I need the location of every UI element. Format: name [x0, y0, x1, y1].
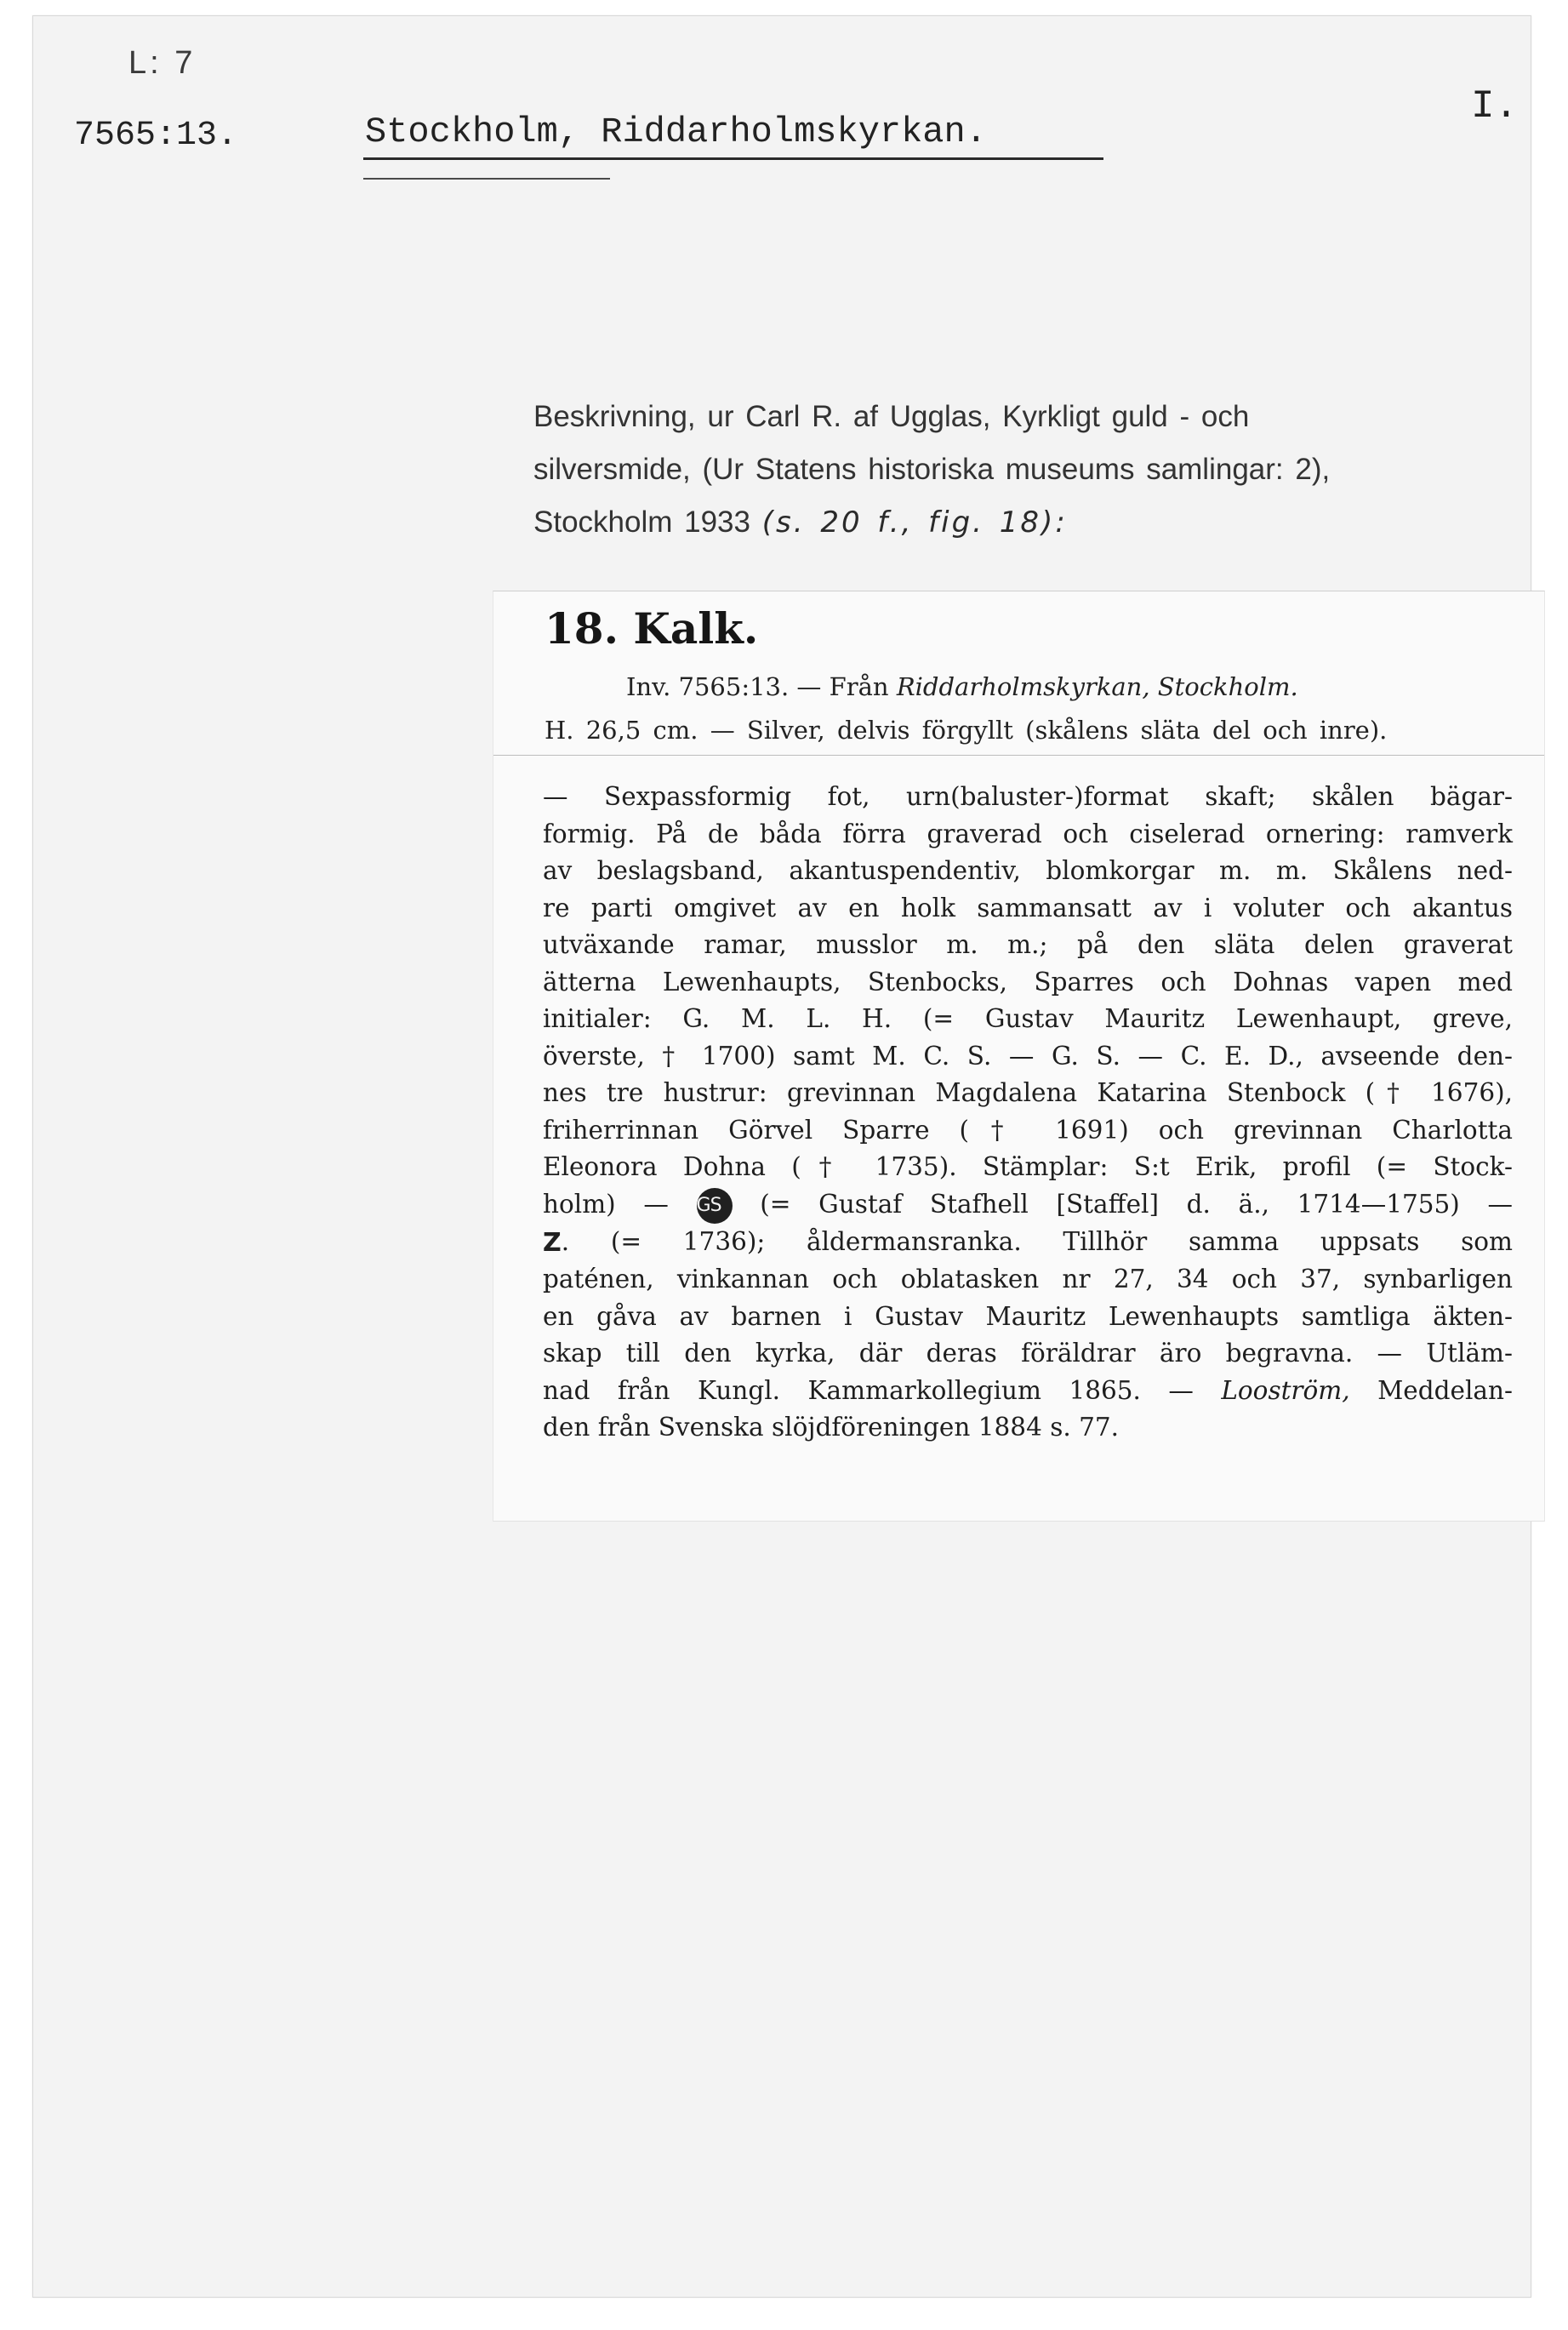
- gs-maker-mark-icon: GS: [697, 1188, 733, 1224]
- source-description: [533, 391, 1537, 549]
- body-line: av beslagsband, akantuspendentiv, blomkorgar m. m. Skålens ned-: [543, 856, 1513, 885]
- body-line: ätterna Lewenhaupts, Stenbocks, Sparres och Dohnas vapen med: [543, 967, 1513, 997]
- body-line: skap till den kyrka, där deras föräldrar äro begravna. — Utläm-: [543, 1339, 1513, 1368]
- body-line: paténen, vinkannan och oblatasken nr 27, 34 och 37, synbarligen: [543, 1265, 1513, 1294]
- entry-body: [543, 779, 1513, 1447]
- description-line: [533, 496, 1537, 549]
- body-line: Eleonora Dohna († 1735). Stämplar: S:t Erik, profil (= Stock-: [543, 1152, 1513, 1181]
- body-line-with-mark: [543, 1186, 1513, 1224]
- entry-heading: 18. Kalk.: [545, 603, 759, 654]
- body-line: re parti omgivet av en holk sammansatt av i voluter och akantus: [543, 893, 1513, 922]
- description-line: Beskrivning, ur Carl R. af Ugglas, Kyrkligt guld - och: [533, 400, 1250, 433]
- inventory-number: 7565:13.: [74, 117, 238, 155]
- body-line-with-mark: [543, 1224, 1513, 1262]
- card-title: Stockholm, Riddarholmskyrkan.: [365, 111, 987, 152]
- entry-inventory-place: Riddarholmskyrkan, Stockholm.: [896, 672, 1298, 701]
- body-line: överste, † 1700) samt M. C. S. — G. S. — C. E. D., avseende den-: [543, 1041, 1513, 1071]
- archive-card: [32, 15, 1531, 2298]
- entry-inventory: [626, 672, 1298, 701]
- clipping-divider: [493, 755, 1544, 756]
- body-line: initialer: G. M. L. H. (= Gustav Mauritz Lewenhaupt, greve,: [543, 1004, 1513, 1033]
- entry-inventory-prefix: Inv. 7565:13. — Från: [626, 672, 897, 701]
- handwritten-shelf-mark: L: 7: [128, 45, 197, 81]
- body-text-fragment: . (= 1736); åldermansranka. Tillhör samma uppsats som: [561, 1226, 1513, 1256]
- handwritten-page-reference: (s. 20 f., fig. 18):: [761, 505, 1068, 540]
- title-underline-short: [363, 178, 610, 180]
- body-text-fragment: (= Gustaf Stafhell [Staffel] d. ä., 1714—1755) —: [760, 1189, 1513, 1219]
- body-line: [543, 1373, 1513, 1410]
- description-line: silversmide, (Ur Statens historiska museums samlingar: 2),: [533, 453, 1331, 486]
- body-text-fragment: Meddelan-: [1349, 1375, 1513, 1405]
- body-text-fragment: holm) —: [543, 1189, 669, 1219]
- card-number: I.: [1471, 84, 1519, 128]
- body-line: friherrinnan Görvel Sparre († 1691) och grevinnan Charlotta: [543, 1115, 1513, 1145]
- entry-dimensions: H. 26,5 cm. — Silver, delvis förgyllt (skålens släta del och inre).: [545, 716, 1388, 745]
- description-year: Stockholm 1933: [533, 505, 750, 539]
- body-line: utväxande ramar, musslor m. m.; på den släta delen graverat: [543, 930, 1513, 959]
- body-line: den från Svenska slöjdföreningen 1884 s. 77.: [543, 1413, 1120, 1442]
- body-line: nes tre hustrur: grevinnan Magdalena Katarina Stenbock († 1676),: [543, 1078, 1513, 1107]
- body-author: Looström,: [1221, 1375, 1350, 1405]
- body-line: — Sexpassformig fot, urn(baluster-)format skaft; skålen bägar-: [543, 782, 1513, 811]
- body-line: en gåva av barnen i Gustav Mauritz Lewenhaupts samtliga äkten-: [543, 1301, 1513, 1331]
- body-line: formig. På de båda förra graverad och ciselerad ornering: ramverk: [543, 819, 1513, 848]
- year-letter-mark-icon: Z: [543, 1227, 562, 1258]
- body-text-fragment: nad från Kungl. Kammarkollegium 1865. —: [543, 1375, 1222, 1405]
- catalogue-clipping: [493, 591, 1545, 1522]
- title-underline: [363, 157, 1103, 160]
